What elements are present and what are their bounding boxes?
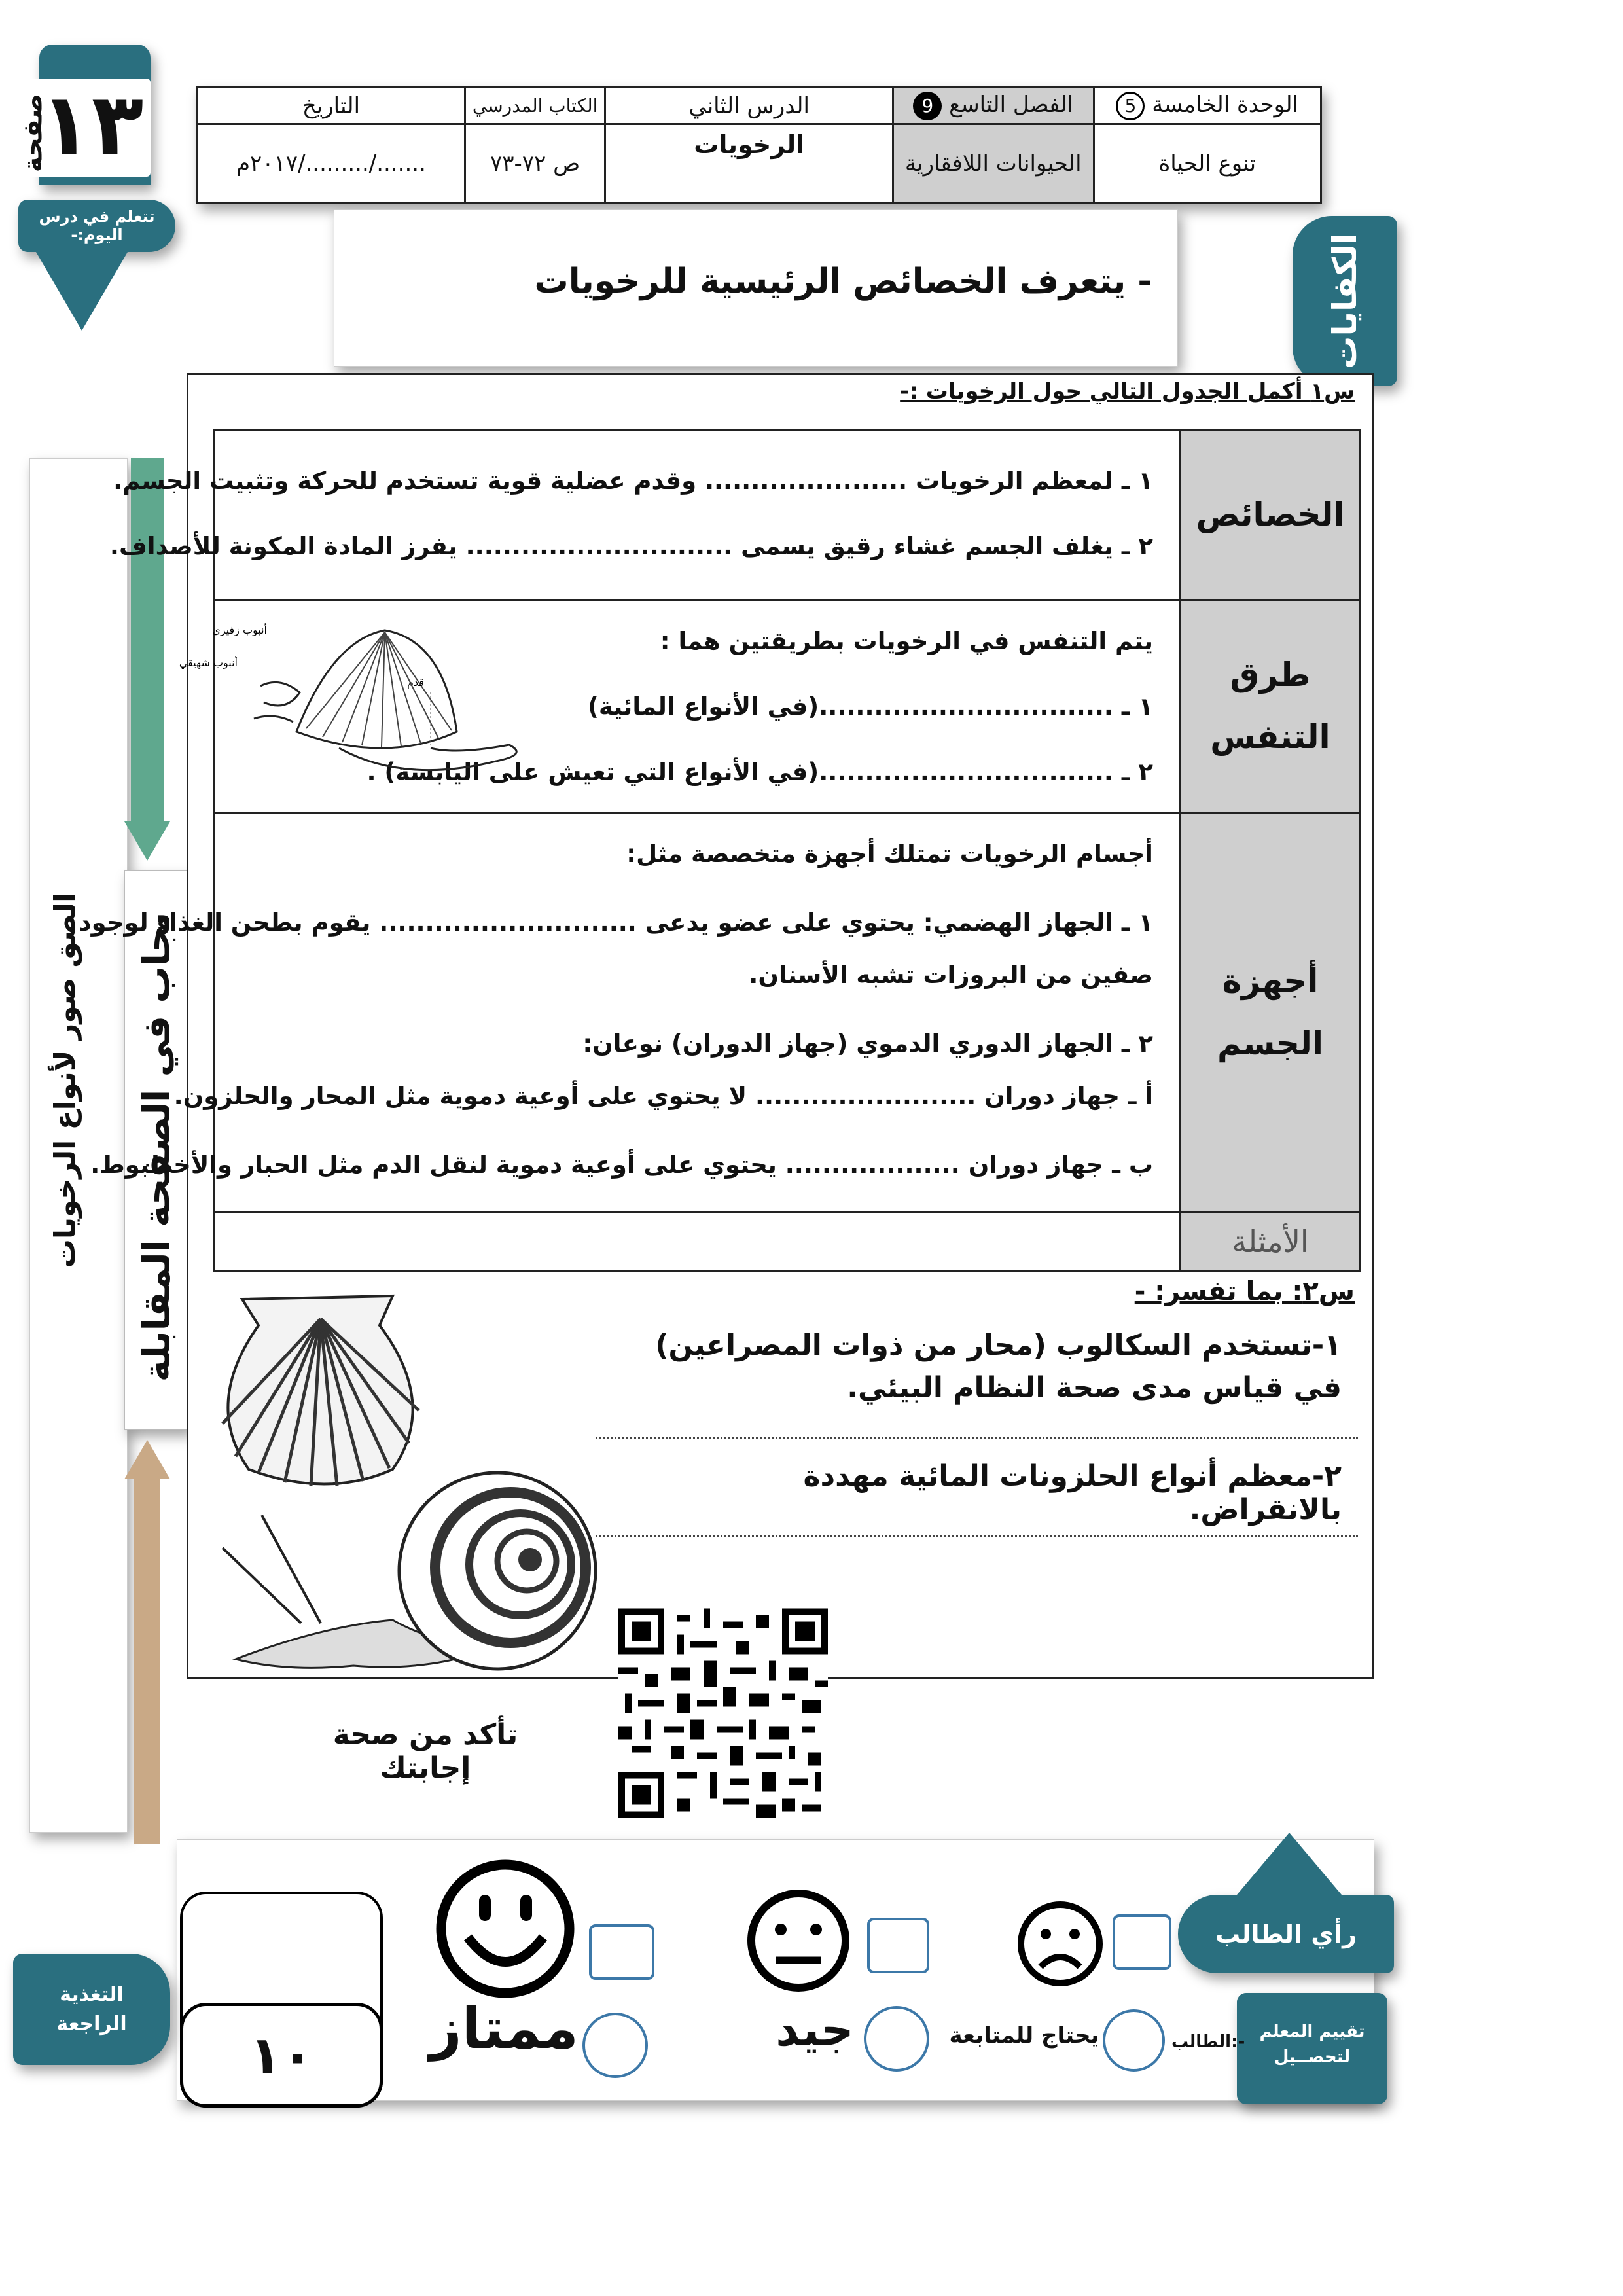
neutral-face-icon <box>743 1885 854 1996</box>
unit-label: الوحدة الخامسة <box>1152 91 1299 118</box>
characteristic-line-2: ٢ ـ يغلف الجسم غشاء رقيق يسمى ............................. يفرز المادة المكونة للأصداف. <box>109 532 1153 560</box>
q2-answer-line-1[interactable] <box>596 1437 1358 1439</box>
row-label-respiration <box>1181 600 1361 813</box>
respiration-label: طرق التنفس <box>1210 656 1330 756</box>
page-number: ١٣ <box>39 75 144 174</box>
teacher-eval-line-2: لتحصــيل <box>1274 2047 1351 2067</box>
page-word: صفحة <box>18 93 48 173</box>
row-label-body-systems <box>1181 813 1361 1212</box>
green-arrow-head-icon <box>124 821 170 861</box>
unit-number-badge: 5 <box>1116 92 1145 120</box>
chapter-number-badge: 9 <box>913 92 942 120</box>
respiration-line-intro: يتم التنفس في الرخويات بطريقتين هما : <box>660 627 1153 655</box>
q2-item-1a: ١-تستخدم السكالوب (محار من ذوات المصراعين) <box>655 1329 1342 1362</box>
sad-face-icon <box>1014 1898 1106 1990</box>
down-arrow-icon <box>36 252 128 331</box>
diagram-label-foot: قدم <box>407 676 424 689</box>
chapter-label: الفصل التاسع <box>949 91 1074 118</box>
systems-line-digestive: ١ ـ الجهاز الهضمي: يحتوي على عضو يدعى ............................ يقوم بطحن الغذاء لوجود <box>79 908 1153 937</box>
objective-text: - يتعرف الخصائص الرئيسية للرخويات <box>534 262 1152 301</box>
followup-radio[interactable] <box>1103 2009 1165 2072</box>
date-label: التاريخ <box>198 88 465 124</box>
competencies-label: الكفايات <box>1326 233 1364 369</box>
excellent-label: ممتاز <box>429 1996 579 2062</box>
paste-images-label: الصق صور لأنواع الرخويات <box>48 892 82 1268</box>
good-label: جيد <box>776 2003 854 2056</box>
row-content-examples[interactable] <box>214 1212 1181 1271</box>
excellent-radio[interactable] <box>582 2013 648 2078</box>
student-suffix: الطالب:- <box>1171 2032 1245 2052</box>
facing-page-label: يجاب في الصفحة المقابلة <box>135 912 179 1382</box>
systems-line-open: أ ـ جهاز دوران ........................ لا يحتوي على أوعية دموية مثل المحار والحلزون. <box>173 1082 1153 1110</box>
row-content-characteristics <box>109 430 1181 600</box>
student-opinion-tab: رأي الطالب <box>1178 1895 1394 1973</box>
lesson-label: الدرس الثاني <box>605 88 893 124</box>
systems-line-intro: أجسام الرخويات تمتلك أجهزة متخصصة مثل: <box>626 840 1153 868</box>
teacher-eval-line-1: تقييم المعلم <box>1259 2022 1365 2041</box>
chapter-value: الحيوانات اللافقارية <box>893 124 1094 204</box>
respiration-line-2: ٢ ـ ................................(في الأنواع التي تعيش على اليابسة) . <box>366 758 1153 786</box>
unit-value: تنوع الحياة <box>1094 124 1321 204</box>
neutral-checkbox[interactable] <box>867 1918 929 1973</box>
student-opinion-tab-top <box>1237 1833 1342 1895</box>
systems-line-circulatory: ٢ ـ الجهاز الدوري الدموي (جهاز الدوران) نوعان: <box>582 1030 1153 1058</box>
diagram-label-inhalant: أنبوب شهيقي <box>179 656 238 669</box>
lesson-value: الرخويات <box>605 124 893 204</box>
green-arrow-shaft <box>131 458 164 825</box>
header-table <box>196 86 1322 204</box>
learn-today-tab: تتعلم في درس اليوم:- <box>18 200 175 252</box>
q2-answer-line-2[interactable] <box>596 1535 1358 1537</box>
unit-label-cell <box>1094 88 1321 124</box>
feedback-tab: التغذية الراجعة <box>13 1954 170 2065</box>
good-radio[interactable] <box>864 2006 929 2072</box>
book-value: ص ٧٢-٧٣ <box>465 124 605 204</box>
book-label: الكتاب المدرسي <box>465 88 605 124</box>
check-answer-label: تأكد من صحة إجابتك <box>332 1718 518 1785</box>
row-label-examples: الأمثلة <box>1181 1212 1361 1271</box>
q1-title: س١ أكمل الجدول التالي حول الرخويات :- <box>900 378 1355 404</box>
competencies-tab <box>1293 216 1397 386</box>
characteristic-line-1: ١ ـ لمعظم الرخويات ...................... وقدم عضلية قوية تستخدم للحركة وتثبيت الجسم. <box>113 467 1153 495</box>
chapter-label-cell <box>893 88 1094 124</box>
q2-item-1b: في قياس مدى صحة النظام البيئي. <box>847 1371 1342 1405</box>
sad-checkbox[interactable] <box>1113 1914 1171 1970</box>
row-label-characteristics: الخصائص <box>1181 430 1361 600</box>
qr-code-image <box>618 1607 828 1820</box>
q2-item-2: ٢-معظم أنواع الحلزونات المائية مهددة بالانقراض. <box>803 1460 1342 1526</box>
respiration-line-1: ١ ـ ................................(في الأنواع المائية) <box>587 692 1153 721</box>
tan-arrow-shaft <box>134 1478 160 1844</box>
systems-line-closed: ب ـ جهاز دوران ................... يحتوي على أوعية دموية لنقل الدم مثل الحبار والأخطبوط. <box>90 1151 1153 1179</box>
followup-label: يحتاج للمتابعة <box>949 2022 1099 2049</box>
happy-face-icon <box>432 1856 579 2003</box>
diagram-label-exhalant: أنبوب زفيري <box>212 624 267 636</box>
teacher-eval-tab <box>1237 1993 1387 2104</box>
q2-title: س٢: بما تفسر: - <box>1134 1276 1355 1306</box>
row-content-respiration <box>179 600 1181 813</box>
score-value: ١٠ <box>180 2003 383 2108</box>
date-value: ......./........./٢٠١٧م <box>198 124 465 204</box>
systems-line-teeth: صفين من البروزات تشبه الأسنان. <box>749 961 1153 989</box>
snail-image <box>223 1450 609 1692</box>
body-systems-label: أجهزة الجسم <box>1217 961 1324 1062</box>
happy-checkbox[interactable] <box>589 1924 654 1980</box>
clam-diagram <box>179 614 535 804</box>
tan-arrow-head-icon <box>124 1440 170 1479</box>
